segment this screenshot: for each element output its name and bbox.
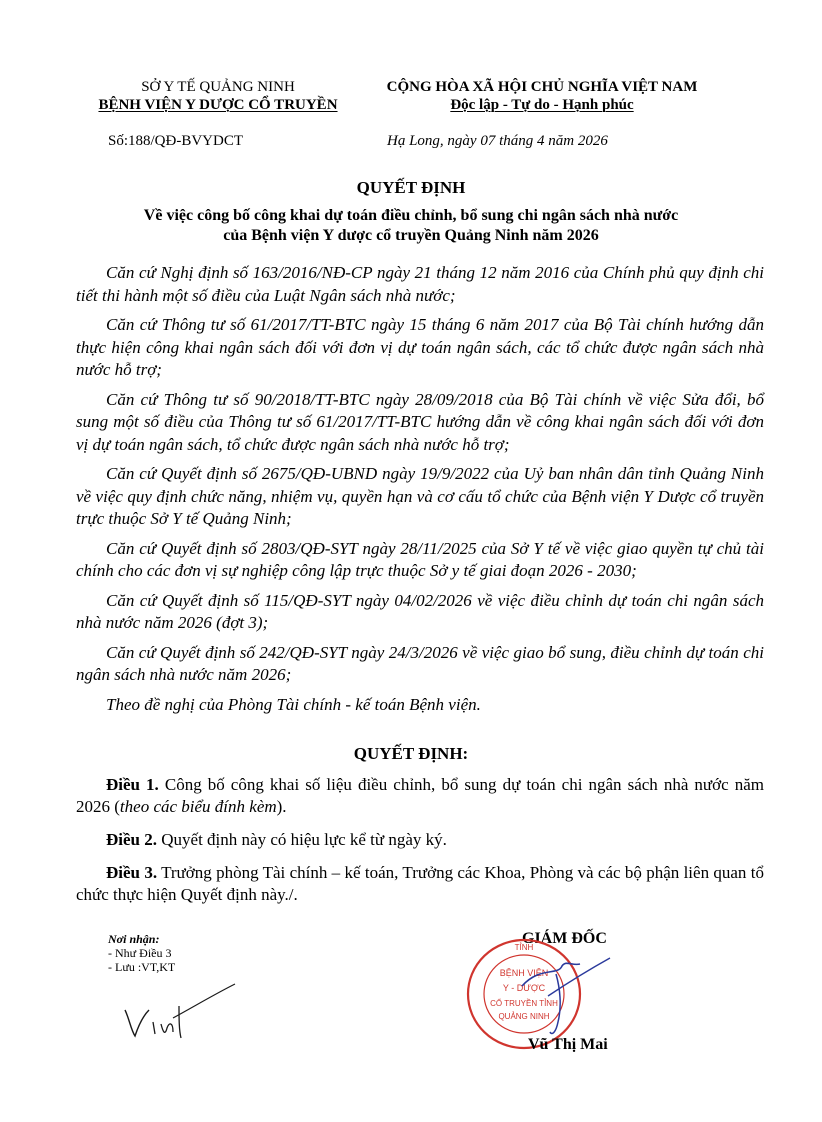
recipient-item: - Lưu :VT,KT (108, 960, 176, 974)
article-text: Trưởng phòng Tài chính – kế toán, Trưởng các Khoa, Phòng và các bộ phận liên quan tổ chức thực hiện Quyết định này./. (76, 863, 764, 904)
motto: Độc lập - Tự do - Hạnh phúc (450, 97, 634, 113)
stamp-line: Y - DƯỢC (502, 983, 546, 993)
place-and-date: Hạ Long, ngày 07 tháng 4 năm 2026 (387, 133, 608, 149)
legal-basis: Căn cứ Nghị định số 163/2016/NĐ-CP ngày 21 tháng 12 năm 2016 của Chính phủ quy định chi tiết thi hành một số điều của Luật Ngân sách nhà nước; (76, 263, 764, 305)
legal-basis: Căn cứ Quyết định số 115/QĐ-SYT ngày 04/02/2026 về việc điều chỉnh dự toán chi ngân sách nhà nước năm 2026 (đợt 3); (76, 590, 764, 632)
article-text: Quyết định này có hiệu lực kể từ ngày ký. (157, 830, 447, 849)
stamp-line: BỆNH VIỆN (499, 968, 549, 978)
document-number: Số:188/QĐ-BVYDCT (108, 133, 244, 149)
legal-basis: Căn cứ Quyết định số 2803/QĐ-SYT ngày 28/11/2025 của Sở Y tế về việc giao quyền tự chủ tài chính cho các đơn vị sự nghiệp công lập trực thuộc Sở y tế giai đoạn 2026 - 2030; (76, 538, 764, 580)
legal-basis: Căn cứ Thông tư số 90/2018/TT-BTC ngày 28/09/2018 của Bộ Tài chính về việc Sửa đổi, bổ sung một số điều của Thông tư số 61/2017/TT-BTC hướng dẫn về công khai ngân sách đối với đơn vị dự toán ngân sách, tổ chức được ngân sách nhà nước hỗ trợ; (76, 389, 764, 454)
national-motto (360, 78, 724, 114)
signer-position: GIÁM ĐỐC (522, 930, 607, 947)
subject-line-1: Về việc công bố công khai dự toán điều chỉnh, bổ sung chi ngân sách nhà nước (143, 207, 679, 224)
article-label: Điều 3. (106, 863, 158, 882)
document-subject (60, 206, 762, 246)
stamp-line: QUẢNG NINH (498, 1012, 550, 1021)
decision-heading: QUYẾT ĐỊNH: (353, 744, 469, 763)
article-text-end: ). (276, 797, 287, 816)
recipients-heading: Nơi nhận: (108, 932, 160, 946)
parent-agency: SỞ Y TẾ QUẢNG NINH (141, 79, 295, 95)
articles (76, 774, 764, 917)
recipient-item: - Như Điều 3 (108, 946, 172, 960)
initials-signature (115, 980, 245, 1050)
stamp-line: CỔ TRUYỀN TỈNH (490, 999, 558, 1008)
legal-basis: Căn cứ Thông tư số 61/2017/TT-BTC ngày 15 tháng 6 năm 2017 của Bộ Tài chính hướng dẫn thực hiện công khai ngân sách đối với đơn vị dự toán ngân sách, các tổ chức được ngân sách nhà nước hỗ trợ; (76, 315, 764, 379)
hospital-name: BỆNH VIỆN Y DƯỢC CỔ TRUYỀN (98, 97, 338, 113)
article-label: Điều 2. (106, 830, 157, 849)
article-text-italic: theo các biểu đính kèm (119, 797, 277, 816)
issuing-organization (62, 78, 374, 114)
article-2 (76, 829, 764, 851)
article-label: Điều 1. (106, 775, 159, 794)
country-name: CỘNG HÒA XÃ HỘI CHỦ NGHĨA VIỆT NAM (386, 79, 698, 95)
stamp-ring-text: TỈNH (514, 943, 534, 952)
article-3 (76, 862, 764, 906)
recipients (108, 932, 175, 974)
legal-basis: Căn cứ Quyết định số 2675/QĐ-UBND ngày 19/9/2022 của Uỷ ban nhân dân tỉnh Quảng Ninh về việc quy định chức năng, nhiệm vụ, quyền hạn và cơ cấu tổ chức của Bệnh viện Y Dược cổ truyền trực thuộc Sở Y tế Quảng Ninh; (76, 464, 764, 528)
document-title: QUYẾT ĐỊNH (356, 178, 466, 197)
subject-line-2: của Bệnh viện Y dược cổ truyền Quảng Ninh năm 2026 (223, 227, 599, 244)
signer-name: Vũ Thị Mai (528, 1036, 608, 1053)
article-1 (76, 774, 764, 818)
legal-bases (76, 262, 764, 723)
article-text: Công bố công khai số liệu điều chỉnh, bổ sung dự toán chi ngân sách nhà nước năm 2026 ( (76, 775, 765, 816)
legal-basis: Theo đề nghị của Phòng Tài chính - kế toán Bệnh viện. (106, 694, 481, 714)
legal-basis: Căn cứ Quyết định số 242/QĐ-SYT ngày 24/3/2026 về việc giao bổ sung, điều chỉnh dự toán chi ngân sách nhà nước năm 2026; (76, 642, 764, 684)
